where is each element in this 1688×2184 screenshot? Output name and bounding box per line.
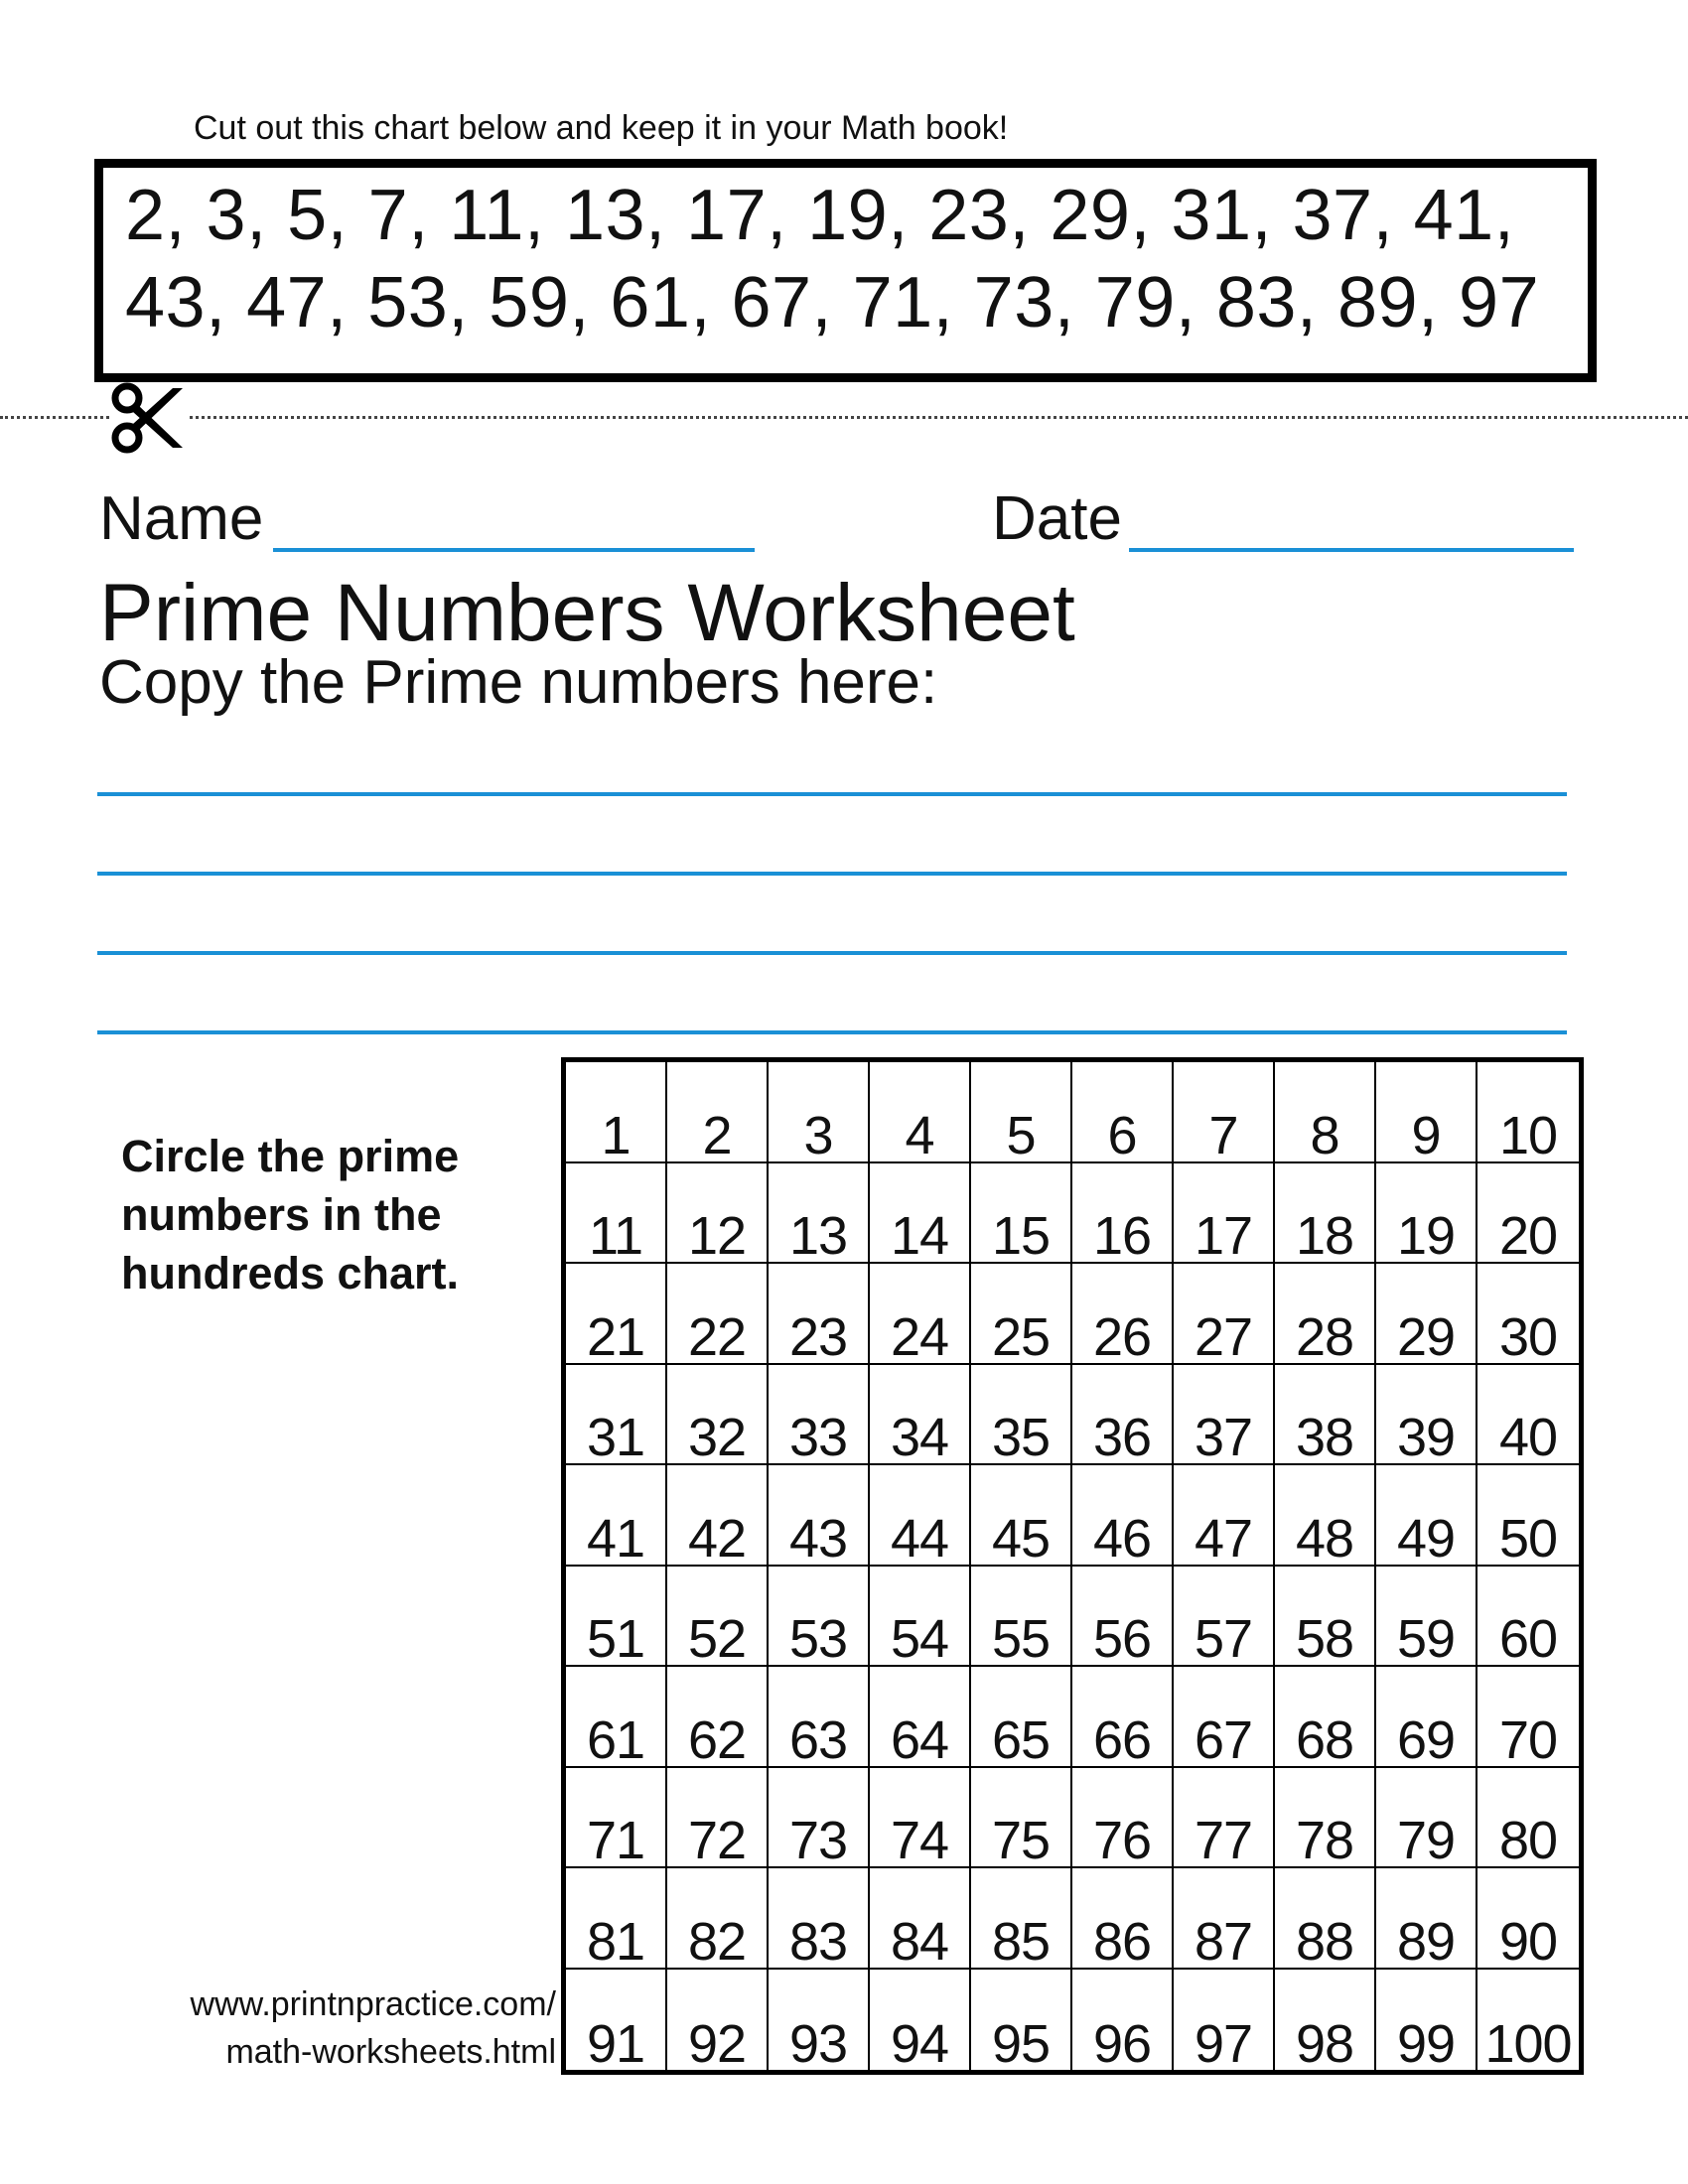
chart-number: 74 (890, 1811, 949, 1870)
chart-cell[interactable] (769, 1465, 870, 1567)
chart-cell[interactable] (1174, 1868, 1275, 1970)
chart-number: 8 (1310, 1105, 1339, 1165)
chart-cell[interactable] (769, 1264, 870, 1365)
chart-number: 78 (1295, 1811, 1354, 1870)
chart-cell[interactable] (566, 1163, 667, 1265)
chart-number: 33 (788, 1408, 848, 1467)
chart-cell[interactable] (870, 1868, 971, 1970)
chart-cell[interactable] (1376, 1868, 1477, 1970)
chart-number: 85 (991, 1911, 1051, 1972)
chart-number: 10 (1498, 1105, 1558, 1165)
chart-number: 13 (788, 1206, 848, 1266)
chart-number: 29 (1396, 1306, 1456, 1367)
chart-number: 50 (1498, 1508, 1558, 1569)
chart-number: 93 (788, 2014, 848, 2074)
chart-number: 95 (991, 2014, 1051, 2074)
chart-number: 7 (1208, 1105, 1238, 1165)
chart-number: 18 (1295, 1206, 1354, 1266)
chart-number: 64 (890, 1709, 949, 1770)
chart-cell[interactable] (1275, 1768, 1376, 1869)
chart-cell[interactable] (769, 1667, 870, 1768)
copy-line[interactable] (97, 1030, 1567, 1034)
chart-cell[interactable] (1072, 1465, 1174, 1567)
chart-cell[interactable] (1477, 1868, 1579, 1970)
chart-cell[interactable] (1477, 1768, 1579, 1869)
chart-cell[interactable] (1275, 1062, 1376, 1163)
hundreds-chart (561, 1057, 1584, 2075)
chart-cell[interactable] (1477, 1970, 1579, 2074)
chart-cell[interactable] (769, 1567, 870, 1668)
chart-number: 90 (1498, 1911, 1558, 1972)
chart-number: 37 (1194, 1408, 1253, 1467)
chart-number: 87 (1194, 1911, 1253, 1972)
chart-cell[interactable] (1376, 1970, 1477, 2074)
chart-cell[interactable] (870, 1264, 971, 1365)
chart-number: 83 (788, 1911, 848, 1972)
chart-number: 88 (1295, 1911, 1354, 1972)
chart-number: 11 (588, 1206, 643, 1266)
chart-cell[interactable] (1477, 1667, 1579, 1768)
chart-cell[interactable] (769, 1970, 870, 2074)
chart-number: 75 (991, 1811, 1051, 1870)
chart-number: 12 (687, 1206, 747, 1266)
chart-number: 2 (702, 1105, 732, 1165)
chart-number: 89 (1396, 1911, 1456, 1972)
chart-number: 70 (1498, 1709, 1558, 1770)
chart-number: 6 (1107, 1105, 1137, 1165)
name-field[interactable] (273, 548, 755, 552)
chart-number: 22 (687, 1306, 747, 1367)
chart-number: 62 (687, 1709, 747, 1770)
chart-cell[interactable] (1174, 1264, 1275, 1365)
chart-number: 31 (586, 1408, 645, 1467)
chart-cell[interactable] (870, 1062, 971, 1163)
chart-number: 19 (1396, 1206, 1456, 1266)
chart-cell[interactable] (667, 1667, 769, 1768)
chart-number: 56 (1092, 1609, 1152, 1669)
chart-cell[interactable] (1174, 1667, 1275, 1768)
chart-cell[interactable] (769, 1062, 870, 1163)
cut-line (0, 416, 1688, 419)
chart-cell[interactable] (1275, 1868, 1376, 1970)
chart-number: 17 (1194, 1206, 1253, 1266)
chart-cell[interactable] (566, 1465, 667, 1567)
chart-number: 59 (1396, 1609, 1456, 1669)
prime-list-line-2: 43, 47, 53, 59, 61, 67, 71, 73, 79, 83, 89, 97 (125, 263, 1540, 342)
chart-cell[interactable] (1376, 1567, 1477, 1668)
chart-cell[interactable] (1174, 1365, 1275, 1466)
chart-number: 38 (1295, 1408, 1354, 1467)
chart-cell[interactable] (870, 1465, 971, 1567)
chart-number: 30 (1498, 1306, 1558, 1367)
chart-cell[interactable] (1477, 1365, 1579, 1466)
chart-number: 24 (890, 1306, 949, 1367)
date-field[interactable] (1129, 548, 1574, 552)
chart-cell[interactable] (1072, 1163, 1174, 1265)
chart-cell[interactable] (566, 1062, 667, 1163)
chart-cell[interactable] (971, 1868, 1072, 1970)
chart-cell[interactable] (971, 1062, 1072, 1163)
chart-number: 45 (991, 1508, 1051, 1569)
chart-cell[interactable] (1174, 1567, 1275, 1668)
chart-number: 9 (1411, 1105, 1441, 1165)
chart-cell[interactable] (667, 1163, 769, 1265)
chart-cell[interactable] (1072, 1365, 1174, 1466)
chart-cell[interactable] (1477, 1163, 1579, 1265)
chart-cell[interactable] (667, 1062, 769, 1163)
chart-number: 47 (1194, 1508, 1253, 1569)
chart-cell[interactable] (1275, 1365, 1376, 1466)
chart-cell[interactable] (566, 1667, 667, 1768)
copy-instruction: Copy the Prime numbers here: (99, 648, 938, 717)
chart-cell[interactable] (1477, 1062, 1579, 1163)
chart-number: 68 (1295, 1709, 1354, 1770)
chart-cell[interactable] (1376, 1264, 1477, 1365)
chart-number: 100 (1484, 2014, 1572, 2074)
chart-number: 5 (1006, 1105, 1036, 1165)
chart-cell[interactable] (667, 1365, 769, 1466)
chart-number: 77 (1194, 1811, 1253, 1870)
chart-number: 71 (586, 1811, 645, 1870)
chart-cell[interactable] (566, 1868, 667, 1970)
chart-number: 65 (991, 1709, 1051, 1770)
chart-number: 66 (1092, 1709, 1152, 1770)
chart-number: 14 (890, 1206, 949, 1266)
chart-number: 99 (1396, 2014, 1456, 2074)
chart-number: 44 (890, 1508, 949, 1569)
chart-cell[interactable] (769, 1365, 870, 1466)
chart-number: 79 (1396, 1811, 1456, 1870)
chart-cell[interactable] (1072, 1970, 1174, 2074)
chart-number: 48 (1295, 1508, 1354, 1569)
chart-cell[interactable] (870, 1768, 971, 1869)
chart-cell[interactable] (566, 1365, 667, 1466)
chart-number: 16 (1092, 1206, 1152, 1266)
chart-number: 86 (1092, 1911, 1152, 1972)
chart-number: 36 (1092, 1408, 1152, 1467)
website-credit: www.printnpractice.com/ math-worksheets.html (190, 1985, 556, 2071)
chart-cell[interactable] (971, 1365, 1072, 1466)
chart-cell[interactable] (1072, 1868, 1174, 1970)
chart-cell[interactable] (1174, 1768, 1275, 1869)
chart-cell[interactable] (566, 1970, 667, 2074)
chart-cell[interactable] (667, 1768, 769, 1869)
chart-cell[interactable] (1376, 1465, 1477, 1567)
chart-cell[interactable] (667, 1567, 769, 1668)
chart-number: 34 (890, 1408, 949, 1467)
chart-number: 69 (1396, 1709, 1456, 1770)
chart-number: 94 (890, 2014, 949, 2074)
chart-number: 20 (1498, 1206, 1558, 1266)
chart-cell[interactable] (971, 1567, 1072, 1668)
chart-number: 81 (586, 1911, 645, 1972)
chart-number: 58 (1295, 1609, 1354, 1669)
chart-number: 27 (1194, 1306, 1253, 1367)
chart-cell[interactable] (1477, 1465, 1579, 1567)
chart-number: 46 (1092, 1508, 1152, 1569)
chart-cell[interactable] (1376, 1062, 1477, 1163)
chart-cell[interactable] (1376, 1667, 1477, 1768)
chart-cell[interactable] (1275, 1264, 1376, 1365)
chart-cell[interactable] (667, 1264, 769, 1365)
chart-number: 32 (687, 1408, 747, 1467)
chart-cell[interactable] (1072, 1667, 1174, 1768)
copy-line[interactable] (97, 951, 1567, 955)
chart-cell[interactable] (566, 1264, 667, 1365)
chart-number: 63 (788, 1709, 848, 1770)
name-label: Name (99, 484, 264, 553)
chart-number: 26 (1092, 1306, 1152, 1367)
chart-cell[interactable] (870, 1667, 971, 1768)
circle-instruction: Circle the prime numbers in the hundreds chart. (121, 1131, 460, 1298)
chart-number: 92 (687, 2014, 747, 2074)
chart-cell[interactable] (1477, 1567, 1579, 1668)
chart-cell[interactable] (1275, 1465, 1376, 1567)
chart-number: 39 (1396, 1408, 1456, 1467)
chart-cell[interactable] (1376, 1163, 1477, 1265)
chart-number: 57 (1194, 1609, 1253, 1669)
chart-number: 25 (991, 1306, 1051, 1367)
chart-number: 54 (890, 1609, 949, 1669)
chart-number: 84 (890, 1911, 949, 1972)
chart-cell[interactable] (667, 1970, 769, 2074)
chart-number: 1 (601, 1105, 631, 1165)
chart-number: 91 (586, 2014, 645, 2074)
chart-number: 21 (586, 1306, 645, 1367)
date-label: Date (992, 484, 1122, 553)
scissors-icon (109, 382, 189, 454)
chart-cell[interactable] (1072, 1768, 1174, 1869)
chart-number: 42 (687, 1508, 747, 1569)
chart-cell[interactable] (566, 1567, 667, 1668)
chart-cell[interactable] (769, 1768, 870, 1869)
chart-cell[interactable] (870, 1365, 971, 1466)
chart-cell[interactable] (1275, 1567, 1376, 1668)
chart-number: 97 (1194, 2014, 1253, 2074)
chart-cell[interactable] (870, 1567, 971, 1668)
chart-number: 72 (687, 1811, 747, 1870)
chart-number: 15 (991, 1206, 1051, 1266)
chart-number: 43 (788, 1508, 848, 1569)
chart-number: 73 (788, 1811, 848, 1870)
chart-number: 23 (788, 1306, 848, 1367)
chart-number: 49 (1396, 1508, 1456, 1569)
chart-number: 35 (991, 1408, 1051, 1467)
chart-cell[interactable] (1174, 1465, 1275, 1567)
chart-number: 3 (803, 1105, 833, 1165)
chart-cell[interactable] (971, 1163, 1072, 1265)
chart-cell[interactable] (1174, 1062, 1275, 1163)
chart-cell[interactable] (1275, 1667, 1376, 1768)
chart-number: 80 (1498, 1811, 1558, 1870)
chart-number: 61 (586, 1709, 645, 1770)
chart-cell[interactable] (1477, 1264, 1579, 1365)
chart-cell[interactable] (1376, 1365, 1477, 1466)
chart-cell[interactable] (870, 1970, 971, 2074)
chart-cell[interactable] (1072, 1264, 1174, 1365)
page-title: Prime Numbers Worksheet (99, 568, 1075, 658)
chart-number: 40 (1498, 1408, 1558, 1467)
chart-cell[interactable] (1072, 1567, 1174, 1668)
chart-cell[interactable] (667, 1465, 769, 1567)
chart-number: 60 (1498, 1609, 1558, 1669)
chart-number: 28 (1295, 1306, 1354, 1367)
chart-number: 52 (687, 1609, 747, 1669)
cut-instruction: Cut out this chart below and keep it in your Math book! (194, 109, 1009, 147)
chart-cell[interactable] (769, 1163, 870, 1265)
chart-number: 96 (1092, 2014, 1152, 2074)
chart-cell[interactable] (971, 1264, 1072, 1365)
chart-cell[interactable] (1376, 1768, 1477, 1869)
chart-number: 41 (586, 1508, 645, 1569)
copy-line[interactable] (97, 792, 1567, 796)
chart-number: 67 (1194, 1709, 1253, 1770)
chart-number: 53 (788, 1609, 848, 1669)
chart-cell[interactable] (1174, 1163, 1275, 1265)
chart-cell[interactable] (1174, 1970, 1275, 2074)
chart-cell[interactable] (971, 1768, 1072, 1869)
copy-line[interactable] (97, 872, 1567, 876)
prime-list-line-1: 2, 3, 5, 7, 11, 13, 17, 19, 23, 29, 31, 37, 41, (125, 176, 1515, 255)
chart-cell[interactable] (870, 1163, 971, 1265)
chart-cell[interactable] (667, 1868, 769, 1970)
chart-number: 4 (905, 1105, 934, 1165)
chart-cell[interactable] (971, 1970, 1072, 2074)
chart-number: 51 (586, 1609, 645, 1669)
chart-cell[interactable] (971, 1465, 1072, 1567)
chart-cell[interactable] (1275, 1163, 1376, 1265)
prime-numbers-box (94, 159, 1597, 382)
chart-number: 98 (1295, 2014, 1354, 2074)
chart-cell[interactable] (971, 1667, 1072, 1768)
chart-cell[interactable] (566, 1768, 667, 1869)
chart-number: 82 (687, 1911, 747, 1972)
chart-number: 76 (1092, 1811, 1152, 1870)
chart-cell[interactable] (1275, 1970, 1376, 2074)
chart-number: 55 (991, 1609, 1051, 1669)
chart-cell[interactable] (769, 1868, 870, 1970)
chart-cell[interactable] (1072, 1062, 1174, 1163)
